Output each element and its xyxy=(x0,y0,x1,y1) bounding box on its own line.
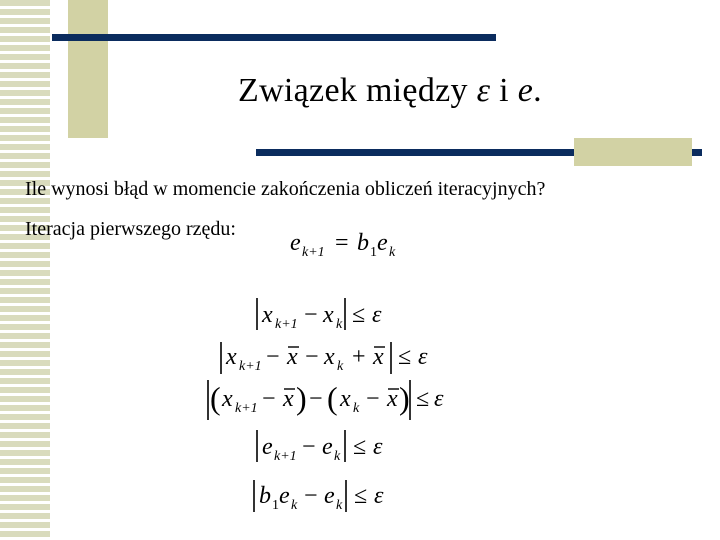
svg-text:−: − xyxy=(304,302,318,328)
svg-text:−: − xyxy=(366,386,380,412)
svg-text:−: − xyxy=(302,434,316,460)
svg-text:): ) xyxy=(399,380,410,416)
svg-text:≤: ≤ xyxy=(353,434,367,460)
svg-text:k: k xyxy=(336,498,343,513)
svg-text:x: x xyxy=(287,344,298,370)
svg-text:1: 1 xyxy=(272,498,279,513)
formula-line-1 xyxy=(257,298,382,332)
svg-text:k+1: k+1 xyxy=(275,317,298,332)
svg-text:ε: ε xyxy=(372,302,382,328)
svg-text:ε: ε xyxy=(418,344,428,370)
svg-text:+: + xyxy=(352,344,366,370)
svg-text:k: k xyxy=(291,498,298,513)
svg-text:k+1: k+1 xyxy=(235,401,258,416)
svg-text:k: k xyxy=(353,401,360,416)
svg-text:b: b xyxy=(259,483,271,509)
formula-line-3 xyxy=(208,380,444,420)
svg-text:k: k xyxy=(334,449,341,464)
title-e: e xyxy=(517,72,534,109)
svg-text:e: e xyxy=(262,434,273,460)
title-text: Związek między xyxy=(238,72,477,109)
svg-text:x: x xyxy=(323,302,334,328)
iteration-label: Iteracja pierwszego rzędu: xyxy=(25,218,236,240)
svg-text:(: ( xyxy=(327,380,338,416)
svg-text:ε: ε xyxy=(373,434,383,460)
formula-line-4 xyxy=(257,430,383,464)
svg-text:≤: ≤ xyxy=(398,344,412,370)
svg-text:≤: ≤ xyxy=(352,302,366,328)
svg-text:≤: ≤ xyxy=(354,483,368,509)
svg-text:e: e xyxy=(279,483,290,509)
formula-line-5 xyxy=(254,480,384,513)
svg-text:−: − xyxy=(304,483,318,509)
svg-text:ε: ε xyxy=(374,483,384,509)
question-text: Ile wynosi błąd w momencie zakończenia obliczeń iteracyjnych? xyxy=(25,178,546,200)
formula-main-coef-sub: 1 xyxy=(370,245,377,260)
svg-text:≤: ≤ xyxy=(416,386,430,412)
svg-text:−: − xyxy=(309,386,323,412)
title-epsilon: ε xyxy=(476,72,491,109)
formula-main-lhs-sub: k+1 xyxy=(302,245,325,260)
title-conjunction: i xyxy=(490,72,518,109)
formula-main-coef: b xyxy=(357,230,369,256)
formula-line-2 xyxy=(221,342,428,374)
svg-text:x: x xyxy=(222,386,233,412)
formula-main-lhs: e xyxy=(290,230,301,256)
svg-text:e: e xyxy=(322,434,333,460)
svg-text:−: − xyxy=(266,344,280,370)
svg-text:−: − xyxy=(262,386,276,412)
svg-text:−: − xyxy=(305,344,319,370)
svg-text:ε: ε xyxy=(434,386,444,412)
title-period: . xyxy=(533,72,542,109)
svg-text:x: x xyxy=(373,344,384,370)
formula-main-var: e xyxy=(377,230,388,256)
formula-main xyxy=(290,230,396,260)
svg-text:x: x xyxy=(226,344,237,370)
svg-text:x: x xyxy=(340,386,351,412)
svg-text:x: x xyxy=(387,386,398,412)
svg-text:x: x xyxy=(262,302,273,328)
svg-text:k: k xyxy=(336,317,343,332)
formula-main-eq: = xyxy=(335,230,349,256)
svg-text:): ) xyxy=(296,380,307,416)
svg-text:x: x xyxy=(283,386,294,412)
svg-text:k+1: k+1 xyxy=(274,449,297,464)
svg-text:(: ( xyxy=(210,380,221,416)
svg-text:k+1: k+1 xyxy=(239,359,262,374)
formula-main-var-sub: k xyxy=(389,245,396,260)
svg-text:x: x xyxy=(324,344,335,370)
svg-text:e: e xyxy=(324,483,335,509)
svg-text:k: k xyxy=(337,359,344,374)
